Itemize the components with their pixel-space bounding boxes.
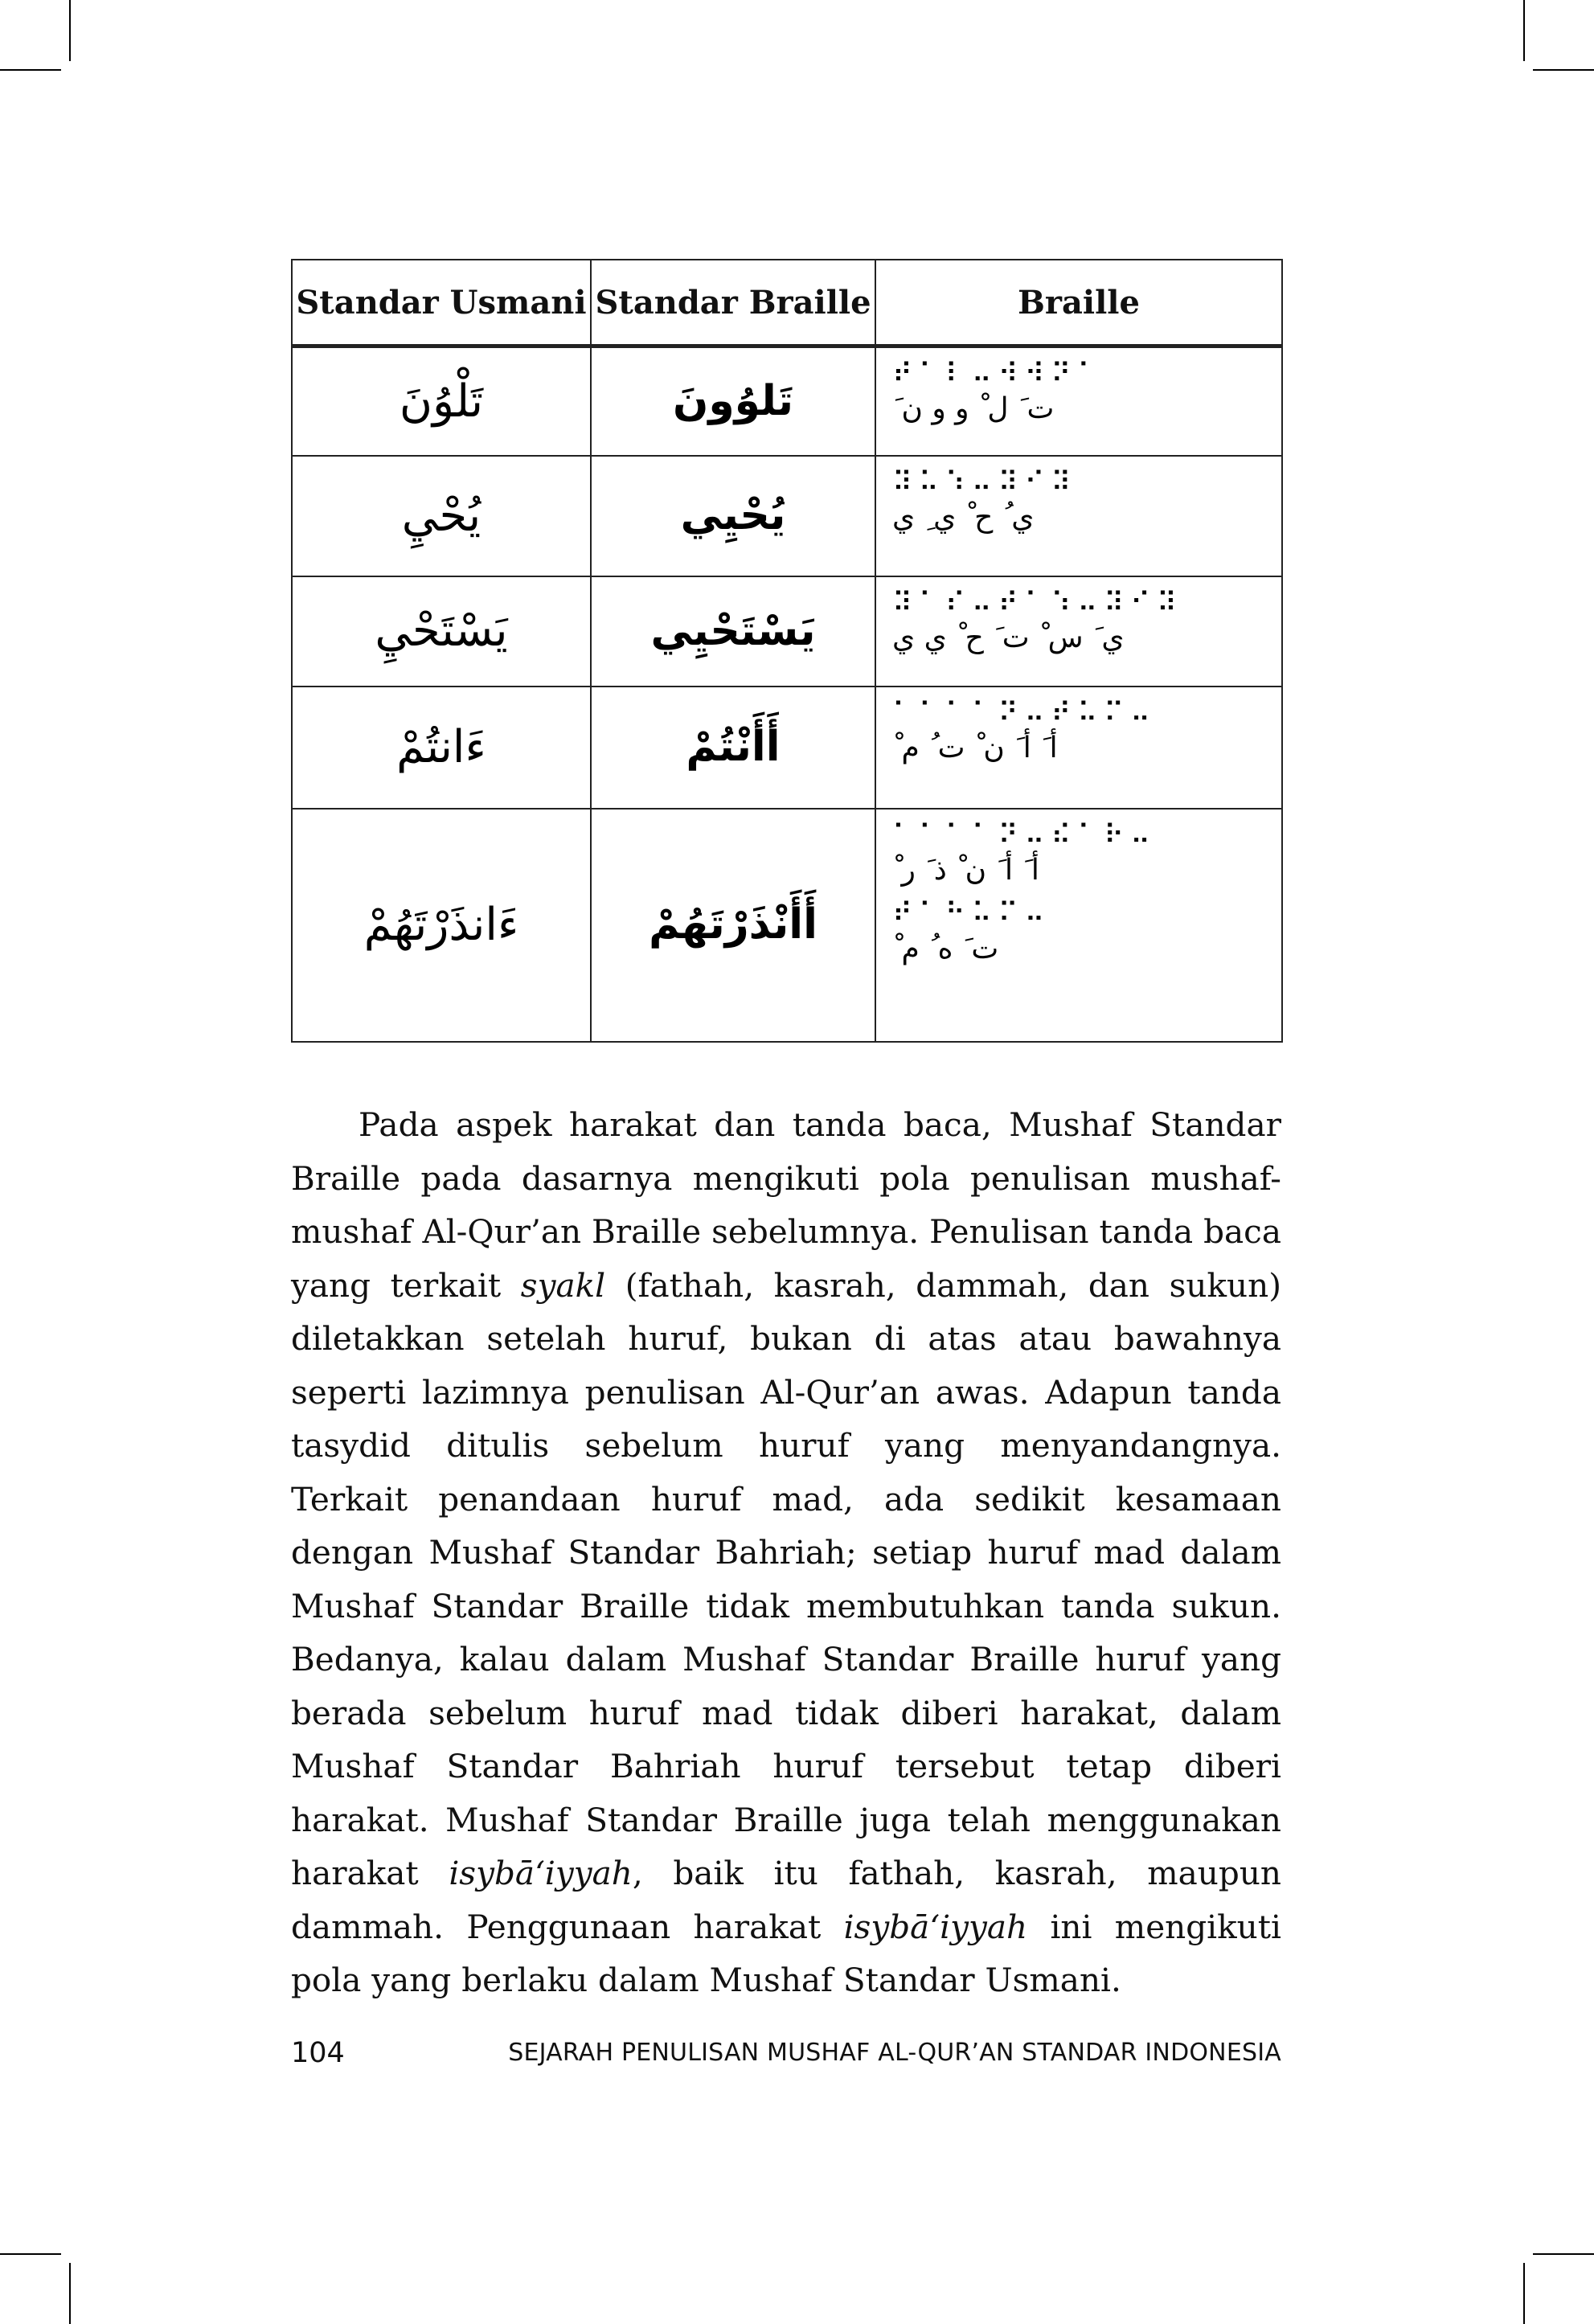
- usmani-cell: يَسْتَحْيِ: [292, 576, 591, 687]
- running-title: SEJARAH PENULISAN MUSHAF AL-QUR’AN STANDAR INDONESIA: [508, 2039, 1281, 2067]
- italic-term: isybā‘iyyah: [843, 1907, 1028, 1946]
- italic-term: isybā‘iyyah: [449, 1854, 633, 1892]
- crop-mark-bottom-right-v: [1523, 2263, 1525, 2324]
- braille-cell: [875, 809, 1282, 1042]
- italic-term: syakl: [520, 1265, 606, 1305]
- standar-braille-cell: أَأَنْذَرْتَهُمْ: [591, 809, 875, 1042]
- table-header-row: [292, 260, 1282, 346]
- page-number: 104: [291, 2037, 345, 2069]
- crop-mark-bottom-right-h: [1533, 2253, 1594, 2255]
- crop-mark-top-right-h: [1533, 69, 1594, 71]
- braille-letters: ي َ س ْ ت َ ح ْ ي ي: [892, 621, 1125, 654]
- braille-letters: ي ُ ح ْ ي ِ ي: [892, 500, 1035, 534]
- comparison-table: [291, 259, 1283, 1043]
- braille-dots: ⠞⠁⠓⠥⠍⠤: [892, 897, 1051, 930]
- braille-cell: [875, 576, 1282, 687]
- table-row: [292, 346, 1282, 456]
- header-braille: Braille: [875, 260, 1282, 346]
- header-standar-usmani: Standar Usmani: [292, 260, 591, 346]
- braille-letters: أ َ أ َ ن ْ ذ َ ر ْ: [892, 853, 1039, 887]
- crop-mark-top-right-v: [1523, 0, 1525, 61]
- usmani-cell: ءَانتُمْ: [292, 687, 591, 809]
- standar-braille-cell: يُحْيِي: [591, 456, 875, 576]
- paragraph-text: ini mengikuti pola yang berlaku dalam Mushaf Standar Usmani.: [291, 1907, 1281, 1999]
- header-standar-braille: Standar Braille: [591, 260, 875, 346]
- usmani-cell: تَلْوُنَ: [292, 346, 591, 456]
- table-row: [292, 456, 1282, 576]
- standar-braille-cell: أَأَنْتُمْ: [591, 687, 875, 809]
- crop-mark-bottom-left-h: [0, 2253, 61, 2255]
- braille-dots: ⠁⠁⠁⠁⠝⠤⠞⠥⠍⠤: [892, 696, 1158, 729]
- standar-braille-cell: تَلوُونَ: [591, 346, 875, 456]
- usmani-cell: ءَانذَرْتَهُمْ: [292, 809, 591, 1042]
- braille-dots: ⠁⠁⠁⠁⠝⠤⠮⠁⠗⠤: [892, 818, 1158, 851]
- braille-dots: ⠞⠁⠇⠤⠺⠺⠝⠁: [892, 358, 1104, 390]
- braille-letters: ت َ ل ْ و و ن َ: [892, 392, 1055, 426]
- table-row: [292, 576, 1282, 687]
- table-row: [292, 687, 1282, 809]
- braille-dots: ⠽⠁⠎⠤⠞⠁⠱⠤⠽⠊⠽: [892, 586, 1183, 619]
- braille-letters: ت َ ه ُ م ْ: [892, 932, 999, 965]
- braille-letters: أ َ أ َ ن ْ ت ُ م ْ: [892, 731, 1058, 764]
- body-paragraph: [291, 1098, 1281, 2007]
- usmani-cell: يُحْيِ: [292, 456, 591, 576]
- crop-mark-bottom-left-v: [69, 2263, 71, 2324]
- paragraph-text: , baik itu fathah, kasrah, maupun dammah. Penggunaan harakat: [291, 1854, 1281, 1946]
- braille-cell: [875, 456, 1282, 576]
- braille-dots: ⠽⠥⠱⠤⠽⠊⠽: [892, 465, 1078, 498]
- table-row: [292, 809, 1282, 1042]
- standar-braille-cell: يَسْتَحْيِي: [591, 576, 875, 687]
- paragraph-text: Pada aspek harakat dan tanda baca, Mushaf Standar Braille pada dasarnya mengikuti pola penulisan mushaf-mushaf Al-Qur’an Braille sebelumnya. Penulisan tanda baca yang terkait: [291, 1105, 1281, 1305]
- page-footer: [291, 2037, 1281, 2077]
- crop-mark-top-left-h: [0, 69, 61, 71]
- crop-mark-top-left-v: [69, 0, 71, 61]
- braille-cell: [875, 346, 1282, 456]
- paragraph-text: (fathah, kasrah, dammah, dan sukun) diletakkan setelah huruf, bukan di atas atau bawahnya seperti lazimnya penulisan Al-Qur’an awas. Adapun tanda tasydid ditulis sebelum huruf yang menyandangnya. Terkait penandaan huruf mad, ada sedikit kesamaan dengan Mushaf Standar Bahriah; setiap huruf mad dalam Mushaf Standar Braille tidak membutuhkan tanda sukun. Bedanya, kalau dalam Mushaf Standar Braille huruf yang berada sebelum huruf mad tidak diberi harakat, dalam Mushaf Standar Bahriah huruf tersebut tetap diberi harakat. Mushaf Standar Braille juga telah menggunakan harakat: [291, 1265, 1281, 1892]
- braille-cell: [875, 687, 1282, 809]
